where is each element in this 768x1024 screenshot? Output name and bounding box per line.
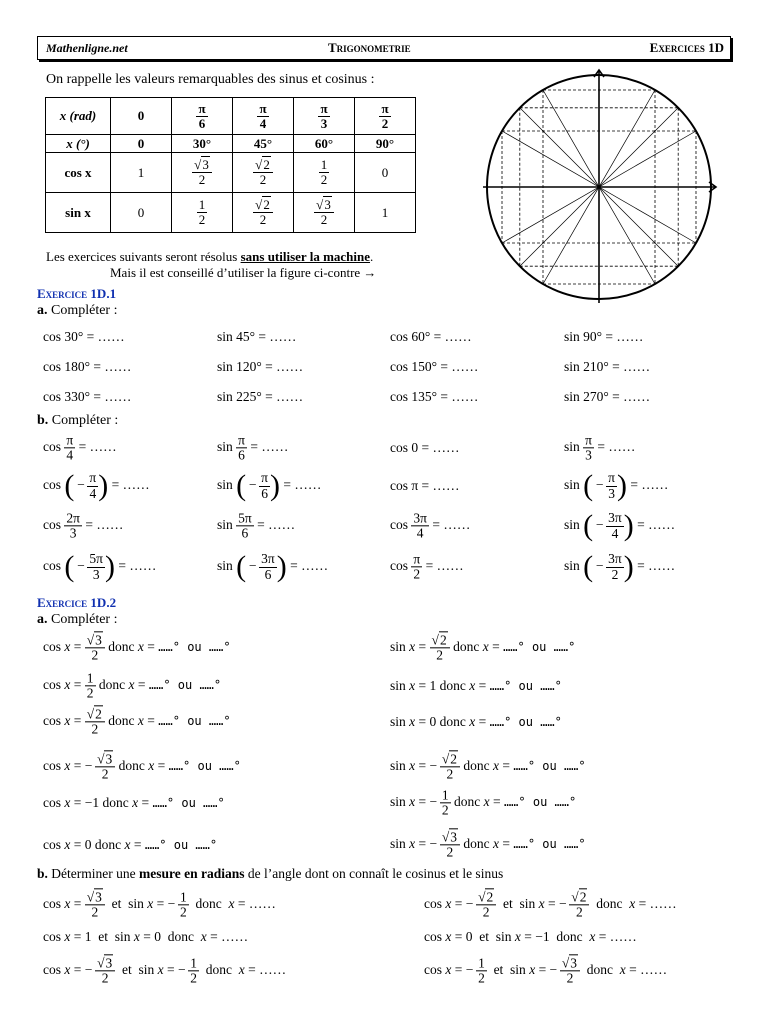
ex2-a-item: sin x = 1 donc x = ……° ou ……° bbox=[390, 678, 562, 693]
intro-text: On rappelle les valeurs remarquables des sinus et cosinus : bbox=[46, 72, 375, 87]
table-cell bbox=[172, 98, 233, 135]
ex1-a-item: sin 270° = …… bbox=[564, 389, 651, 404]
ex2-a-item: sin x = − $\frac{√3}{2}$ donc x = ……° ou ……° bbox=[390, 829, 586, 860]
ex2-a-item: cos x = −1 donc x = ……° ou ……° bbox=[43, 795, 225, 810]
fraction: $\frac{1}{2}$ bbox=[441, 787, 449, 818]
ex1-b-item: sin ( − $\frac{3\pi}{4}$ ) = …… bbox=[564, 509, 676, 542]
fraction: $\frac{2\pi}{3}$ bbox=[66, 510, 80, 541]
ex1-b-item: sin ( − $\frac{3\pi}{6}$ ) = …… bbox=[217, 550, 329, 583]
fraction: $\frac{√2}{2}$ bbox=[85, 707, 105, 736]
table-cell bbox=[172, 193, 233, 233]
ex1-b-item: sin ( − $\frac{\pi}{6}$ ) = …… bbox=[217, 469, 322, 502]
fraction: $\frac{\pi}{2}$ bbox=[381, 100, 389, 131]
exercise-2-title: Exercice 1D.2 bbox=[37, 595, 117, 610]
fraction: $\frac{√2}{2}$ bbox=[569, 890, 589, 919]
ex1-a-item: sin 225° = …… bbox=[217, 389, 304, 404]
fraction: $\frac{\pi}{3}$ bbox=[585, 432, 592, 463]
page-header bbox=[37, 36, 731, 60]
fraction: $\frac{√2}{2}$ bbox=[253, 198, 273, 226]
ex1-a-item: cos 30° = …… bbox=[43, 329, 125, 344]
ex2-part-b: b. Déterminer une mesure en radians de l’angle dont on connaît le cosinus et le sinus bbox=[37, 866, 504, 881]
table-row-deg bbox=[46, 135, 416, 153]
note-line-1: Les exercices suivants seront résolus sans utiliser la machine. bbox=[46, 249, 374, 264]
table-cell: 45° bbox=[233, 135, 294, 153]
fraction: $\frac{1}{2}$ bbox=[478, 955, 485, 986]
table-row-sin bbox=[46, 193, 416, 233]
fraction: $\frac{√3}{2}$ bbox=[85, 890, 105, 919]
ex1-a-item: cos 60° = …… bbox=[390, 329, 472, 344]
ex1-a-item: sin 45° = …… bbox=[217, 329, 297, 344]
table-cell: 0 bbox=[111, 98, 172, 135]
exercise-1-title: Exercice 1D.1 bbox=[37, 286, 117, 301]
fraction: $\frac{1}{2}$ bbox=[179, 889, 187, 920]
fraction: $\frac{\pi}{6}$ bbox=[261, 470, 268, 501]
ex2-a-item: cos x = $\frac{√2}{2}$ donc x = ……° ou ……° bbox=[43, 706, 231, 737]
fraction: $\frac{3\pi}{4}$ bbox=[608, 510, 622, 541]
fraction: $\frac{1}{2}$ bbox=[198, 197, 206, 227]
table-cell: 30° bbox=[172, 135, 233, 153]
fraction: $\frac{\pi}{4}$ bbox=[259, 100, 267, 131]
table-cell: 1 bbox=[355, 193, 416, 233]
table-row-rad bbox=[46, 98, 416, 135]
fraction: $\frac{√3}{2}$ bbox=[95, 752, 115, 781]
ex1-a-item: sin 90° = …… bbox=[564, 329, 644, 344]
ex1-b-item: sin $\frac{\pi}{3}$ = …… bbox=[564, 432, 636, 463]
ex2-b-item: cos x = $\frac{√3}{2}$ et sin x = − $\frac{1}{2}$ donc x = …… bbox=[43, 889, 276, 920]
table-cell bbox=[355, 98, 416, 135]
fraction: $\frac{√3}{2}$ bbox=[95, 956, 115, 985]
fraction: $\frac{√2}{2}$ bbox=[430, 633, 450, 662]
fraction: $\frac{\pi}{4}$ bbox=[66, 432, 74, 463]
site-name: Mathenligne.net bbox=[46, 41, 128, 55]
ex2-a-item: sin x = $\frac{√2}{2}$ donc x = ……° ou ……° bbox=[390, 632, 576, 663]
fraction: $\frac{\pi}{3}$ bbox=[320, 100, 328, 131]
fraction: $\frac{3\pi}{2}$ bbox=[608, 551, 622, 582]
fraction: $\frac{√2}{2}$ bbox=[440, 752, 460, 781]
ex1-a-item: sin 120° = …… bbox=[217, 359, 304, 374]
table-row-cos bbox=[46, 153, 416, 193]
unit-circle-figure bbox=[474, 68, 724, 308]
ex1-b-item: cos 0 = …… bbox=[390, 440, 460, 455]
ex1-b-item: sin $\frac{5\pi}{6}$ = …… bbox=[217, 510, 296, 541]
fraction: $\frac{√2}{2}$ bbox=[476, 890, 496, 919]
fraction: $\frac{\pi}{4}$ bbox=[89, 470, 97, 501]
ex2-a-item: sin x = 0 donc x = ……° ou ……° bbox=[390, 714, 562, 729]
ex1-b-item: cos $\frac{\pi}{4}$ = …… bbox=[43, 432, 117, 463]
fraction: $\frac{√3}{2}$ bbox=[192, 158, 212, 186]
ex2-a-item: cos x = $\frac{√3}{2}$ donc x = ……° ou ……° bbox=[43, 632, 231, 663]
note-line-2: Mais il est conseillé d’utiliser la figure ci-contre → bbox=[110, 265, 377, 280]
table-cell bbox=[233, 193, 294, 233]
fraction: $\frac{\pi}{3}$ bbox=[608, 470, 615, 501]
ex2-a-item: sin x = − $\frac{1}{2}$ donc x = ……° ou ……° bbox=[390, 787, 577, 818]
fraction: $\frac{5\pi}{6}$ bbox=[238, 510, 252, 541]
fraction: $\frac{√3}{2}$ bbox=[560, 956, 580, 985]
fraction: $\frac{1}{2}$ bbox=[320, 157, 328, 187]
ex1-part-b: b. Compléter : bbox=[37, 413, 119, 428]
fraction: $\frac{√3}{2}$ bbox=[440, 830, 460, 859]
table-cell: 90° bbox=[355, 135, 416, 153]
ex2-a-item: cos x = $\frac{1}{2}$ donc x = ……° ou ……° bbox=[43, 670, 222, 701]
ex2-b-item: cos x = 0 et sin x = −1 donc x = …… bbox=[424, 929, 637, 944]
fraction: $\frac{√3}{2}$ bbox=[314, 198, 334, 226]
ex1-b-item: sin ( − $\frac{\pi}{3}$ ) = …… bbox=[564, 469, 669, 502]
table-cell: 0 bbox=[111, 193, 172, 233]
fraction: $\frac{3\pi}{4}$ bbox=[413, 510, 427, 541]
ex2-b-item: cos x = − $\frac{1}{2}$ et sin x = − $\frac{√3}{2}$ donc x = …… bbox=[424, 955, 668, 986]
row-label: cos x bbox=[46, 153, 111, 193]
ex1-b-item: cos $\frac{2\pi}{3}$ = …… bbox=[43, 510, 124, 541]
row-label: x (rad) bbox=[46, 98, 111, 135]
ex2-part-a: a. Compléter : bbox=[37, 612, 118, 627]
table-cell bbox=[172, 153, 233, 193]
ex2-b-item: cos x = − $\frac{√3}{2}$ et sin x = − $\frac{1}{2}$ donc x = …… bbox=[43, 955, 287, 986]
page-title: Trigonometrie bbox=[328, 40, 411, 55]
table-cell bbox=[294, 193, 355, 233]
fraction: $\frac{\pi}{2}$ bbox=[413, 551, 421, 582]
ex1-b-item: cos $\frac{\pi}{2}$ = …… bbox=[390, 551, 464, 582]
row-label: sin x bbox=[46, 193, 111, 233]
ex2-b-item: cos x = 1 et sin x = 0 donc x = …… bbox=[43, 929, 249, 944]
fraction: $\frac{5\pi}{3}$ bbox=[89, 551, 103, 582]
ex1-b-item: cos π = …… bbox=[390, 478, 460, 493]
ex2-b-item: cos x = − $\frac{√2}{2}$ et sin x = − $\frac{√2}{2}$ donc x = …… bbox=[424, 889, 677, 920]
table-cell bbox=[294, 153, 355, 193]
ex1-b-item: sin ( − $\frac{3\pi}{2}$ ) = …… bbox=[564, 550, 676, 583]
ex2-a-item: sin x = − $\frac{√2}{2}$ donc x = ……° ou ……° bbox=[390, 751, 586, 782]
ex1-b-item: cos $\frac{3\pi}{4}$ = …… bbox=[390, 510, 471, 541]
exercise-set-label: Exercices 1D bbox=[649, 40, 724, 55]
ex1-part-a: a. Compléter : bbox=[37, 303, 118, 318]
table-cell bbox=[233, 98, 294, 135]
ex1-a-item: cos 330° = …… bbox=[43, 389, 132, 404]
table-cell: 60° bbox=[294, 135, 355, 153]
ex1-b-item: cos ( − $\frac{5\pi}{3}$ ) = …… bbox=[43, 550, 157, 583]
fraction: $\frac{√2}{2}$ bbox=[253, 158, 273, 186]
values-table bbox=[45, 97, 416, 233]
fraction: $\frac{1}{2}$ bbox=[190, 955, 198, 986]
table-cell bbox=[233, 153, 294, 193]
ex1-a-item: sin 210° = …… bbox=[564, 359, 651, 374]
fraction: $\frac{\pi}{6}$ bbox=[198, 100, 206, 131]
ex1-b-item: sin $\frac{\pi}{6}$ = …… bbox=[217, 432, 289, 463]
ex1-a-item: cos 150° = …… bbox=[390, 359, 479, 374]
table-cell bbox=[294, 98, 355, 135]
fraction: $\frac{\pi}{6}$ bbox=[238, 432, 245, 463]
ex1-a-item: cos 180° = …… bbox=[43, 359, 132, 374]
row-label: x (°) bbox=[46, 135, 111, 153]
ex1-a-item: cos 135° = …… bbox=[390, 389, 479, 404]
fraction: $\frac{3\pi}{6}$ bbox=[261, 551, 275, 582]
ex2-a-item: cos x = 0 donc x = ……° ou ……° bbox=[43, 837, 218, 852]
table-cell: 0 bbox=[355, 153, 416, 193]
ex2-a-item: cos x = − $\frac{√3}{2}$ donc x = ……° ou ……° bbox=[43, 751, 241, 782]
circle-lines bbox=[483, 70, 716, 303]
fraction: $\frac{√3}{2}$ bbox=[85, 633, 105, 662]
fraction: $\frac{1}{2}$ bbox=[86, 670, 94, 701]
ex1-b-item: cos ( − $\frac{\pi}{4}$ ) = …… bbox=[43, 469, 150, 502]
table-cell: 0 bbox=[111, 135, 172, 153]
table-cell: 1 bbox=[111, 153, 172, 193]
